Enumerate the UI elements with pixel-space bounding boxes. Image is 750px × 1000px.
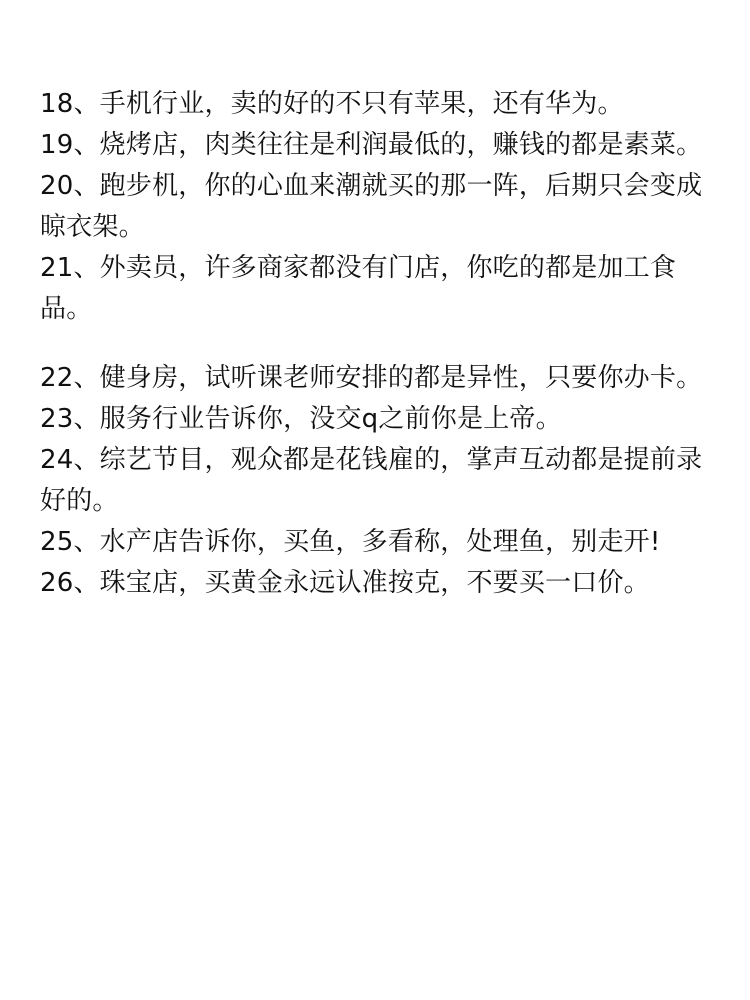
list-item-19: 19、烧烤店，肉类往往是利润最低的，赚钱的都是素菜。 [40,130,703,160]
paragraph-gap [40,330,710,358]
list-item-18: 18、手机行业，卖的好的不只有苹果，还有华为。 [40,89,624,119]
list-item-25: 25、水产店告诉你，买鱼，多看称，处理鱼，别走开! [40,527,661,557]
list-item-26: 26、珠宝店，买黄金永远认准按克，不要买一口价。 [40,568,650,598]
list-item-23: 23、服务行业告诉你，没交q之前你是上帝。 [40,404,562,434]
list-item-21: 21、外卖员，许多商家都没有门店，你吃的都是加工食品。 [40,253,677,324]
list-item-24: 24、综艺节目，观众都是花钱雇的，掌声互动都是提前录好的。 [40,445,703,516]
list-item-20: 20、跑步机，你的心血来潮就买的那一阵，后期只会变成晾衣架。 [40,171,703,242]
list-item-22: 22、健身房，试听课老师安排的都是异性，只要你办卡。 [40,363,703,393]
tips-list [40,84,710,604]
